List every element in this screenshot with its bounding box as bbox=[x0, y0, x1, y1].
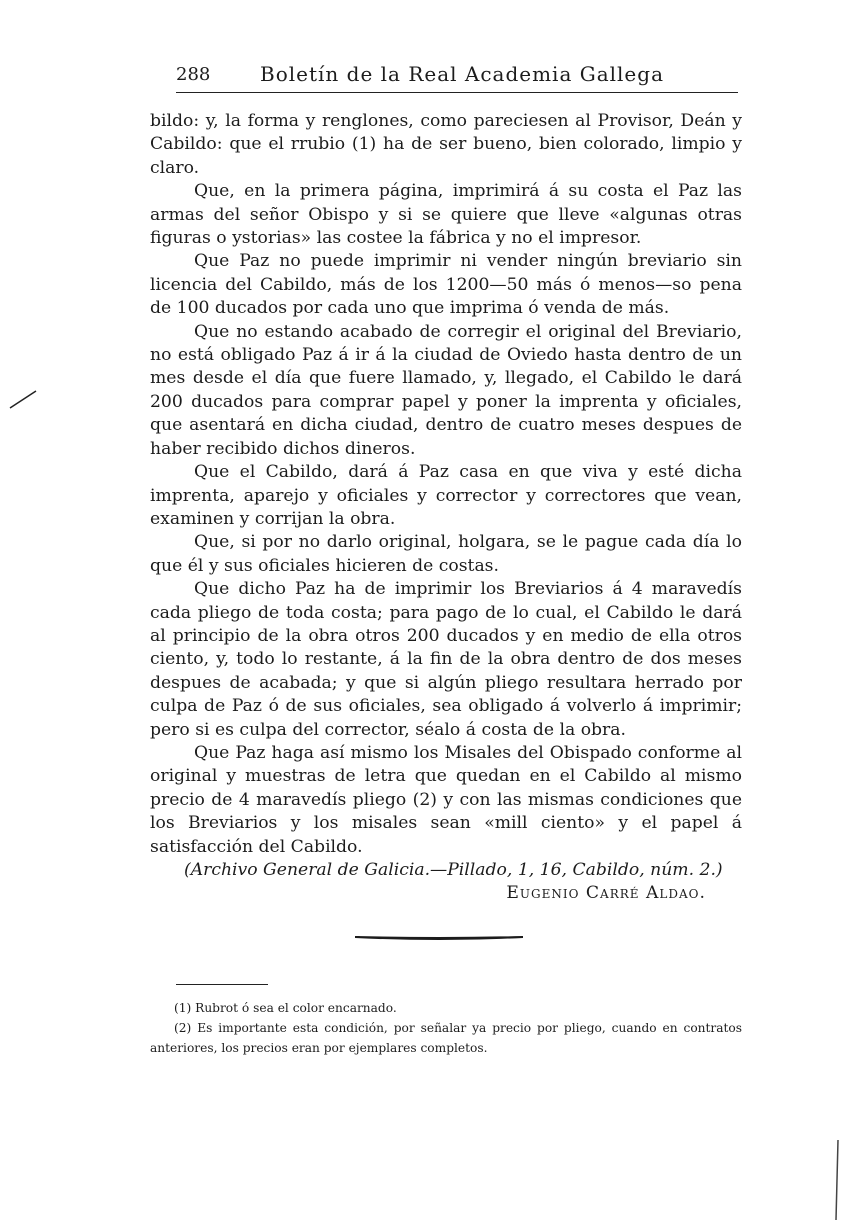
body-text bbox=[150, 110, 742, 906]
paragraph: Que, si por no darlo original, holgara, se le pague cada día lo que él y sus oficiales hicieren de costas. bbox=[150, 532, 742, 576]
source-note: (Archivo General de Galicia.—Pillado, 1, 16, Cabildo, núm. 2.) bbox=[184, 860, 723, 880]
footnote-divider bbox=[176, 984, 268, 985]
page-number: 288 bbox=[176, 64, 211, 85]
paragraph: Que dicho Paz ha de imprimir los Breviarios á 4 maravedís cada pliego de toda costa; para pago de lo cual, el Cabildo le dará al principio de la obra otros 200 ducados y en medio de ella otros ciento, y, todo lo restante, á la fin de la obra dentro de dos meses despues de acabada; y que si algún pliego resultara herrado por culpa de Paz ó de sus oficiales, sea obligado á volverlo á imprimir; pero si es culpa del corrector, séalo á costa de la obra. bbox=[150, 579, 742, 740]
page-header bbox=[176, 62, 738, 93]
paragraph: Que Paz no puede imprimir ni vender ningún breviario sin licencia del Cabildo, más de los 1200—50 más ó menos—so pena de 100 ducados por cada uno que imprima ó venda de más. bbox=[150, 251, 742, 319]
paragraph: Que Paz haga así mismo los Misales del Obispado conforme al original y muestras de letra que quedan en el Cabildo al mismo precio de 4 maravedís pliego (2) y con las mismas condiciones que los Breviarios y los misales sean «mill ciento» y el papel á satisfacción del Cabildo. bbox=[150, 742, 742, 857]
margin-mark bbox=[8, 388, 38, 410]
paragraph: Que no estando acabado de corregir el original del Breviario, no está obligado Paz á ir á la ciudad de Oviedo hasta dentro de un mes desde el día que fuere llamado, y, llegado, el Cabildo le dará 200 ducados para comprar papel y poner la imprenta y oficiales, que asentará en dicha ciudad, dentro de cuatro meses despues de haber recibido dichos dineros. bbox=[150, 321, 742, 459]
footnote: (2) Es importante esta condición, por señalar ya precio por pliego, cuando en contratos anteriores, los precios eran por ejemplares completos. bbox=[150, 1021, 742, 1055]
paragraph: bildo: y, la forma y renglones, como pareciesen al Provisor, Deán y Cabildo: que el rrubio (1) ha de ser bueno, bien colorado, limpio y claro. bbox=[150, 111, 742, 178]
paragraph: Que, en la primera página, imprimirá á su costa el Paz las armas del señor Obispo y si se quiere que lleve «algunas otras figuras o ystorias» las costee la fábrica y no el impresor. bbox=[150, 181, 742, 249]
closing-ornament bbox=[355, 934, 523, 942]
paragraph: Que el Cabildo, dará á Paz casa en que viva y esté dicha imprenta, aparejo y oficiales y corrector y correctores que vean, examinen y corrijan la obra. bbox=[150, 462, 742, 529]
running-title: Boletín de la Real Academia Gallega bbox=[260, 62, 664, 86]
footnote: (1) Rubrot ó sea el color encarnado. bbox=[174, 1001, 397, 1015]
edge-mark bbox=[826, 1140, 846, 1220]
footnotes bbox=[150, 998, 742, 1058]
author-signature: Eugenio Carré Aldao. bbox=[506, 883, 706, 904]
